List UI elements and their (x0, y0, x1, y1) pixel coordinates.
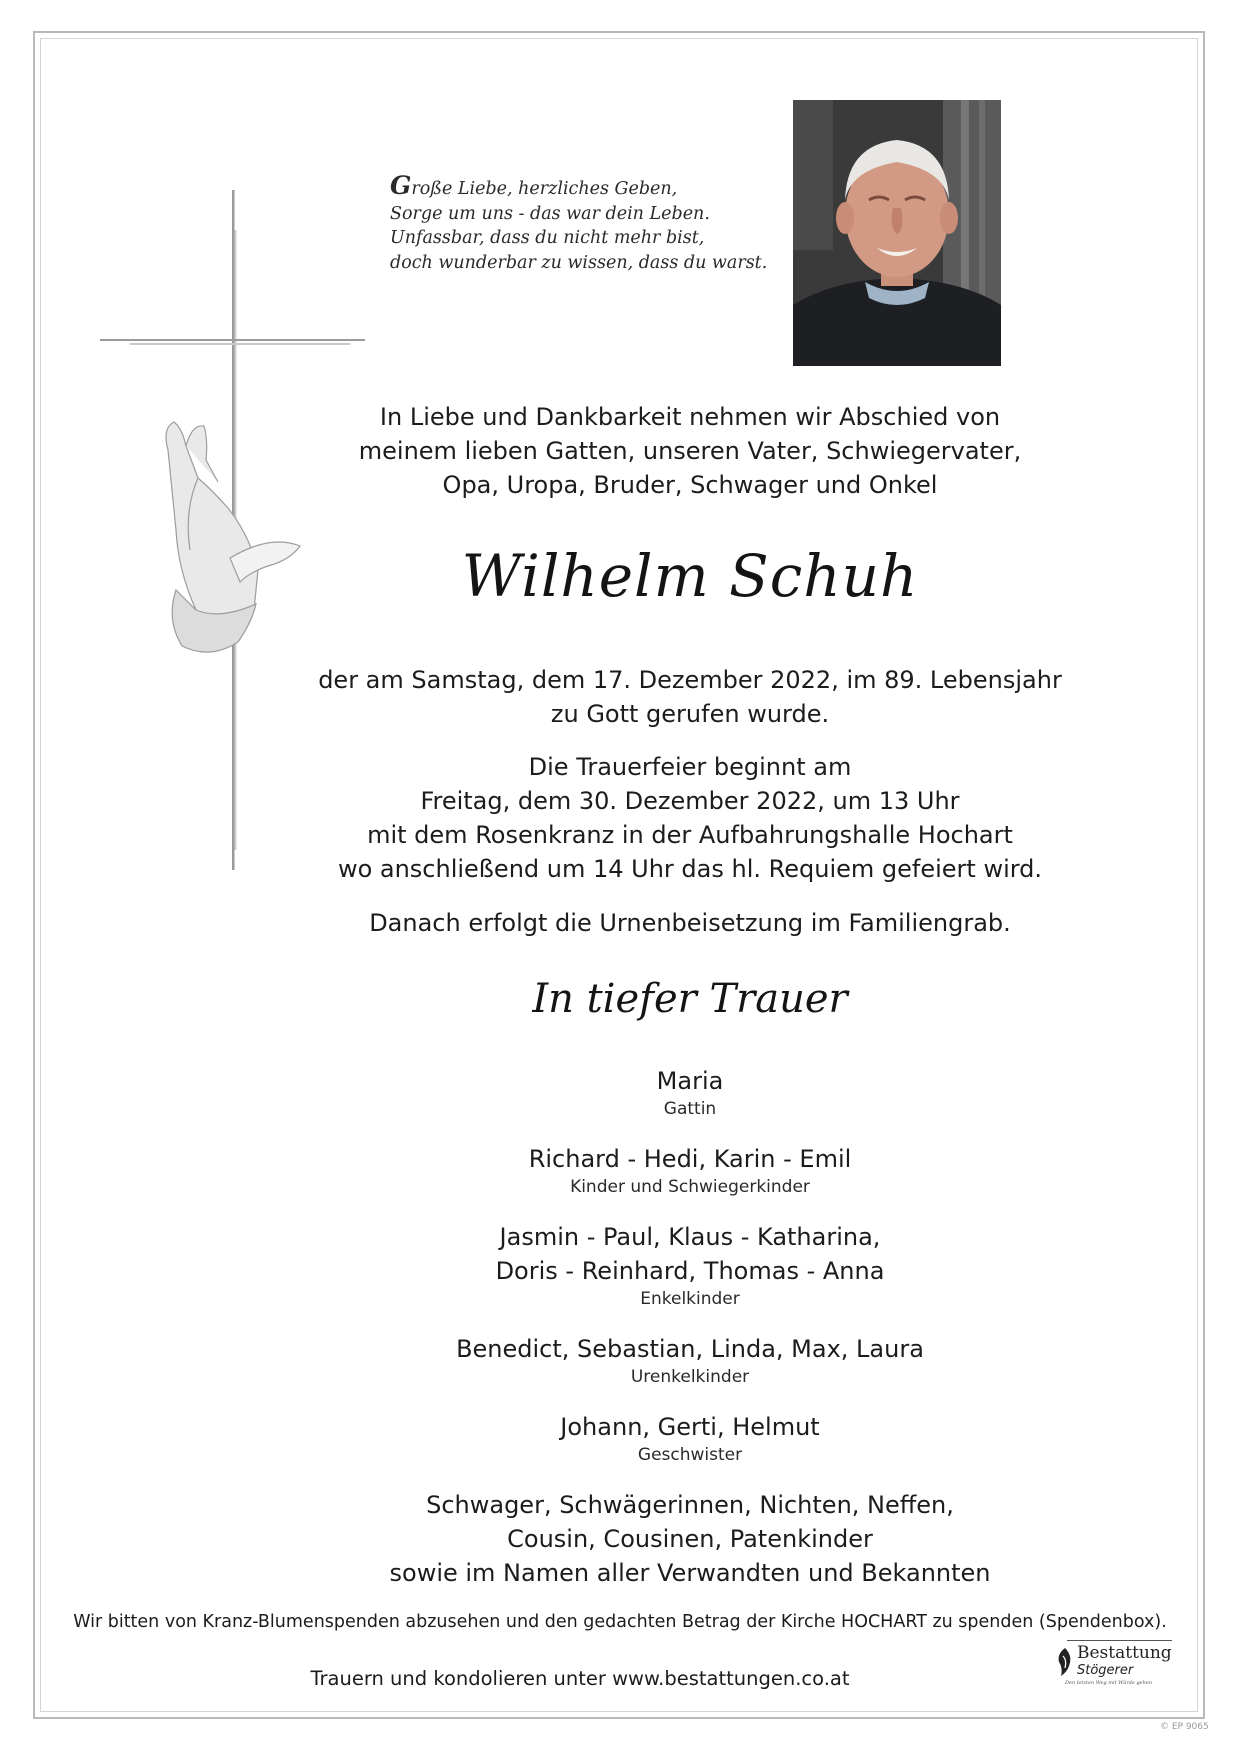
intro-line-2: meinem lieben Gatten, unseren Vater, Schwiegervater, (358, 437, 1022, 465)
ceremony-line-1: Die Trauerfeier beginnt am (528, 753, 852, 781)
print-code: © EP 9065 (1160, 1722, 1209, 1732)
mourner-relation: Enkelkinder (640, 1289, 740, 1309)
poem-line-2: Sorge um uns - das war dein Leben. (390, 203, 710, 224)
mourner-names: Benedict, Sebastian, Linda, Max, Laura (456, 1335, 924, 1363)
mourner-names: Doris - Reinhard, Thomas - Anna (495, 1257, 885, 1285)
poem-line-4: doch wunderbar zu wissen, dass du warst. (390, 252, 768, 273)
ceremony-line-3: mit dem Rosenkranz in der Aufbahrungshalle Hochart (367, 821, 1013, 849)
portrait-image (793, 100, 1001, 366)
mourner-names: Schwager, Schwägerinnen, Nichten, Neffen, (426, 1491, 954, 1519)
mourner-group (290, 1220, 1090, 1310)
mourner-names: Johann, Gerti, Helmut (560, 1413, 820, 1441)
poem-line-1: Große Liebe, herzliches Geben, (390, 171, 678, 200)
death-notice (290, 663, 1090, 731)
mourner-names: sowie im Namen aller Verwandten und Bekannten (389, 1559, 991, 1587)
mourner-relation: Geschwister (637, 1445, 743, 1465)
mourner-group (290, 1410, 1090, 1466)
portrait-photo (793, 100, 1001, 366)
death-line-1: der am Samstag, dem 17. Dezember 2022, im 89. Lebensjahr (318, 666, 1062, 694)
mourner-group (290, 1488, 1090, 1590)
mourner-group (290, 1142, 1090, 1198)
mourning-heading: In tiefer Trauer (532, 976, 848, 1022)
deceased-name: Wilhelm Schuh (461, 542, 919, 610)
logo-tagline: Den letzten Weg mit Würde gehen (1065, 1680, 1153, 1686)
mourner-relation: Kinder und Schwiegerkinder (570, 1177, 810, 1197)
condolence-link-text: Trauern und kondolieren unter www.bestattungen.co.at (310, 1667, 850, 1690)
mourner-names: Maria (656, 1067, 724, 1095)
logo-name: Bestattung (1077, 1643, 1172, 1663)
logo-rule (1067, 1640, 1172, 1641)
mourner-names: Richard - Hedi, Karin - Emil (528, 1145, 852, 1173)
death-line-2: zu Gott gerufen wurde. (550, 700, 830, 728)
poem-dropcap: G (390, 171, 412, 200)
mourner-names: Cousin, Cousinen, Patenkinder (507, 1525, 873, 1553)
funeral-home-logo (1055, 1640, 1175, 1686)
donation-notice: Wir bitten von Kranz-Blumenspenden abzusehen und den gedachten Betrag der Kirche HOCHART zu spenden (Spendenbox). (73, 1612, 1167, 1632)
poem-line-3: Unfassbar, dass du nicht mehr bist, (390, 228, 705, 248)
mourner-group (290, 1332, 1090, 1388)
ceremony-line-2: Freitag, dem 30. Dezember 2022, um 13 Uhr (420, 787, 960, 815)
intro-line-1: In Liebe und Dankbarkeit nehmen wir Abschied von (379, 403, 1001, 431)
mourner-group (290, 1064, 1090, 1120)
funeral-ceremony (290, 750, 1090, 886)
mourner-relation: Urenkelkinder (630, 1367, 750, 1387)
ceremony-line-4: wo anschließend um 14 Uhr das hl. Requiem gefeiert wird. (337, 855, 1043, 883)
mourner-relation: Gattin (663, 1099, 717, 1119)
flame-leaf-icon (1055, 1646, 1075, 1680)
farewell-intro (290, 400, 1090, 502)
urn-burial-note: Danach erfolgt die Urnenbeisetzung im Familiengrab. (369, 909, 1011, 937)
cross-horizontal-beam (100, 339, 365, 341)
intro-line-3: Opa, Uropa, Bruder, Schwager und Onkel (442, 471, 938, 499)
memorial-poem (390, 171, 790, 275)
mourner-names: Jasmin - Paul, Klaus - Katharina, (499, 1223, 881, 1251)
logo-subname: Stögerer (1077, 1663, 1134, 1678)
